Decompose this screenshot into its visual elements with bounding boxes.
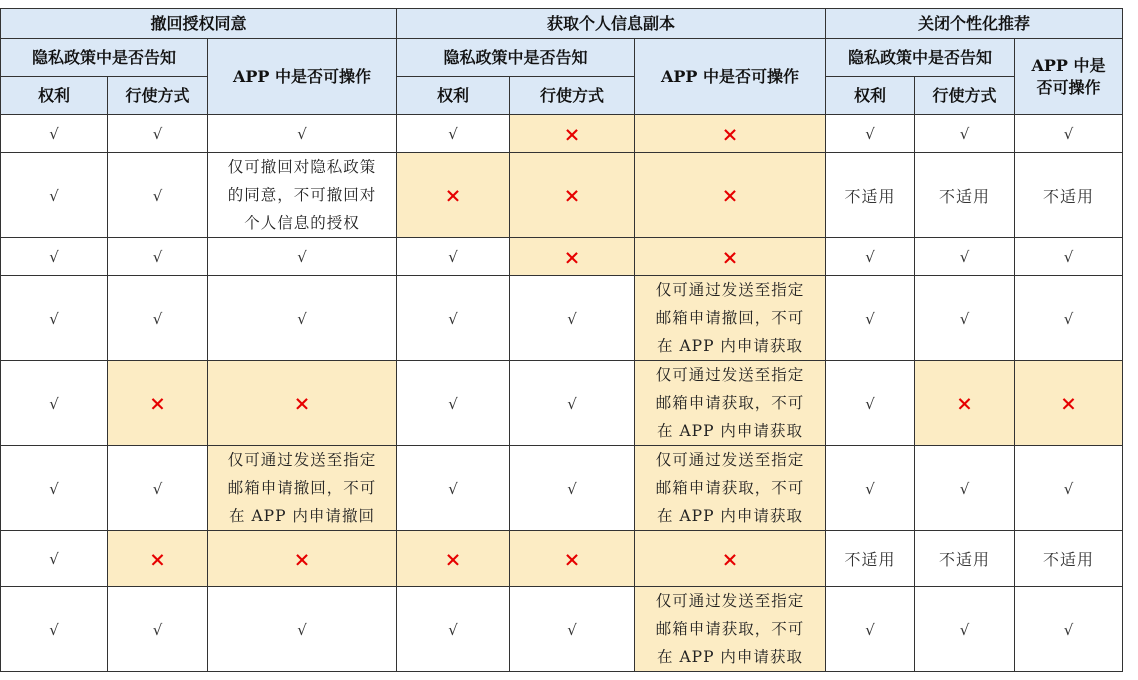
cell-note-line: 邮箱申请获取，不可 — [655, 394, 805, 412]
cell-note — [228, 446, 377, 530]
check-mark: √ — [152, 186, 163, 205]
subheader-app-operable-line2: 否可操作 — [1036, 77, 1101, 97]
table-cell — [208, 446, 397, 531]
cross-mark: × — [563, 121, 581, 146]
check-mark: √ — [567, 479, 577, 498]
table-cell — [915, 446, 1015, 531]
not-applicable-label: 不适用 — [938, 186, 990, 206]
table-cell — [915, 153, 1015, 238]
cross-mark: × — [956, 391, 973, 415]
subheader-app-operable-line1: APP 中是 — [1031, 55, 1106, 75]
not-applicable-label: 不适用 — [1042, 186, 1094, 206]
cross-mark: × — [149, 546, 166, 571]
cross-mark: × — [563, 183, 581, 207]
table-cell — [108, 153, 208, 238]
cell-note-line: 邮箱申请获取，不可 — [655, 620, 805, 638]
cross-mark: × — [721, 183, 739, 207]
table-cell — [397, 361, 510, 446]
not-applicable-label: 不适用 — [1042, 550, 1094, 569]
check-mark: √ — [448, 125, 458, 143]
table-cell — [826, 361, 915, 446]
check-mark: √ — [448, 248, 458, 266]
table-cell — [108, 587, 208, 672]
subheader-privacy-notice: 隐私政策中是否告知 — [826, 39, 1015, 77]
table-row — [0, 531, 1123, 587]
check-mark: √ — [448, 479, 458, 498]
not-applicable-label: 不适用 — [844, 550, 896, 569]
cross-mark: × — [563, 244, 581, 269]
table-cell — [108, 446, 208, 531]
table-cell — [1015, 115, 1123, 153]
table-cell — [510, 587, 635, 672]
table-cell — [208, 276, 397, 361]
group-header-disable-personalization: 关闭个性化推荐 — [826, 9, 1123, 39]
table-cell — [108, 115, 208, 153]
check-mark: √ — [152, 309, 163, 328]
table-cell — [635, 531, 826, 587]
table-cell — [510, 446, 635, 531]
subheader-right: 权利 — [397, 77, 510, 115]
check-mark: √ — [297, 125, 307, 143]
table-cell — [1015, 531, 1123, 587]
table-cell — [915, 115, 1015, 153]
table-cell — [510, 531, 635, 587]
subheader-app-operable: APP 中是否可操作 — [208, 39, 397, 115]
check-mark: √ — [959, 309, 970, 328]
table-cell — [915, 361, 1015, 446]
cell-note-line: 邮箱申请获取，不可 — [655, 479, 805, 497]
cross-mark: × — [444, 546, 462, 571]
check-mark: √ — [448, 394, 458, 413]
cell-note-line: 仅可通过发送至指定 — [655, 451, 805, 469]
subheader-method: 行使方式 — [510, 77, 635, 115]
check-mark: √ — [567, 309, 577, 328]
cell-note-line: 在 APP 内申请获取 — [657, 648, 803, 666]
cell-note-line: 个人信息的授权 — [244, 214, 360, 232]
check-mark: √ — [1063, 309, 1074, 328]
cell-note-line: 仅可撤回对隐私政策 — [227, 158, 377, 176]
table-cell — [915, 531, 1015, 587]
table-cell — [635, 446, 826, 531]
table-cell — [1, 587, 108, 672]
table-cell — [635, 115, 826, 153]
check-mark: √ — [49, 125, 59, 143]
check-mark: √ — [152, 125, 163, 143]
check-mark: √ — [152, 620, 163, 639]
table-cell — [635, 238, 826, 276]
cross-mark: × — [721, 546, 739, 571]
table-row — [0, 446, 1123, 531]
check-mark: √ — [152, 248, 163, 266]
subheader-method: 行使方式 — [108, 77, 208, 115]
cell-note — [656, 446, 805, 530]
check-mark: √ — [959, 125, 970, 143]
cell-note-line: 邮箱申请撤回，不可 — [655, 309, 805, 327]
table-cell — [1, 531, 108, 587]
cell-note — [656, 361, 805, 445]
check-mark: √ — [152, 479, 163, 498]
table-cell — [510, 238, 635, 276]
table-cell — [510, 361, 635, 446]
cell-note-line: 仅可通过发送至指定 — [655, 592, 805, 610]
check-mark: √ — [1063, 248, 1074, 266]
table-cell — [826, 446, 915, 531]
cell-note — [656, 276, 805, 360]
check-mark: √ — [49, 309, 59, 328]
table-header — [0, 9, 1123, 115]
table-cell — [826, 531, 915, 587]
check-mark: √ — [49, 479, 59, 498]
check-mark: √ — [49, 550, 59, 568]
table-cell — [397, 115, 510, 153]
cross-mark: × — [721, 244, 739, 269]
table-cell — [826, 153, 915, 238]
cell-note-line: 在 APP 内申请撤回 — [229, 507, 375, 525]
check-mark: √ — [865, 394, 875, 413]
check-mark: √ — [297, 248, 307, 266]
cross-mark: × — [149, 391, 166, 415]
not-applicable-label: 不适用 — [844, 186, 896, 206]
table-cell — [915, 276, 1015, 361]
subheader-app-operable: APP 中是否可操作 — [635, 39, 826, 115]
check-mark: √ — [959, 620, 970, 639]
cell-note-line: 在 APP 内申请获取 — [657, 422, 803, 440]
table-cell — [826, 587, 915, 672]
table-cell — [108, 361, 208, 446]
table-cell — [826, 276, 915, 361]
cross-mark: × — [563, 546, 581, 571]
table-cell — [510, 153, 635, 238]
group-header-get-copy: 获取个人信息副本 — [397, 9, 826, 39]
check-mark: √ — [297, 620, 307, 639]
table-row — [0, 115, 1123, 153]
cross-mark: × — [721, 121, 739, 146]
table-cell — [208, 531, 397, 587]
check-mark: √ — [865, 248, 875, 266]
table-cell — [108, 531, 208, 587]
table-cell — [397, 276, 510, 361]
table-cell — [108, 276, 208, 361]
check-mark: √ — [959, 248, 970, 266]
table-cell — [1015, 238, 1123, 276]
table-cell — [826, 115, 915, 153]
check-mark: √ — [865, 620, 875, 639]
table-cell — [1, 276, 108, 361]
check-mark: √ — [959, 479, 970, 498]
cross-mark: × — [293, 391, 311, 415]
table-cell — [635, 153, 826, 238]
check-mark: √ — [49, 394, 59, 413]
table-cell — [208, 153, 397, 238]
group-header-withdraw-consent: 撤回授权同意 — [1, 9, 397, 39]
table-cell — [108, 238, 208, 276]
check-mark: √ — [567, 620, 577, 639]
table-cell — [635, 587, 826, 672]
table-row — [0, 153, 1123, 238]
table-body — [0, 115, 1123, 672]
table-cell — [208, 238, 397, 276]
table-cell — [1015, 276, 1123, 361]
table-cell — [826, 238, 915, 276]
table-cell — [1, 446, 108, 531]
comparison-table — [0, 8, 1123, 672]
subheader-method: 行使方式 — [915, 77, 1015, 115]
cross-mark: × — [1060, 391, 1077, 415]
table-cell — [1015, 361, 1123, 446]
subheader-privacy-notice: 隐私政策中是否告知 — [1, 39, 208, 77]
check-mark: √ — [297, 309, 307, 328]
check-mark: √ — [1063, 620, 1074, 639]
table-cell — [397, 446, 510, 531]
check-mark: √ — [1063, 479, 1074, 498]
subheader-privacy-notice: 隐私政策中是否告知 — [397, 39, 635, 77]
table-cell — [635, 276, 826, 361]
check-mark: √ — [49, 620, 59, 639]
table-cell — [1, 361, 108, 446]
check-mark: √ — [448, 309, 458, 328]
table-cell — [1, 115, 108, 153]
table-cell — [208, 587, 397, 672]
cross-mark: × — [444, 183, 462, 207]
check-mark: √ — [865, 479, 875, 498]
table-cell — [397, 531, 510, 587]
check-mark: √ — [49, 186, 59, 205]
cross-mark: × — [293, 546, 311, 571]
table-cell — [510, 276, 635, 361]
cell-note-line: 在 APP 内申请获取 — [657, 507, 803, 525]
check-mark: √ — [49, 248, 59, 266]
table-cell — [1, 238, 108, 276]
cell-note-line: 仅可通过发送至指定 — [227, 451, 377, 469]
not-applicable-label: 不适用 — [938, 550, 990, 569]
table-cell — [397, 238, 510, 276]
table-row — [0, 361, 1123, 446]
table-cell — [510, 115, 635, 153]
table-cell — [397, 587, 510, 672]
check-mark: √ — [1063, 125, 1074, 143]
cell-note — [228, 153, 377, 237]
table-row — [0, 587, 1123, 672]
cell-note-line: 邮箱申请撤回，不可 — [227, 479, 377, 497]
check-mark: √ — [865, 125, 875, 143]
cell-note-line: 仅可通过发送至指定 — [655, 366, 805, 384]
subheader-right: 权利 — [1, 77, 108, 115]
subheader-app-operable — [1015, 39, 1123, 115]
cell-note-line: 在 APP 内申请获取 — [657, 337, 803, 355]
table-row — [0, 276, 1123, 361]
table-cell — [1015, 587, 1123, 672]
table-cell — [915, 238, 1015, 276]
table-cell — [915, 587, 1015, 672]
table-cell — [1015, 153, 1123, 238]
table-row — [0, 238, 1123, 276]
check-mark: √ — [567, 394, 577, 413]
subheader-right: 权利 — [826, 77, 915, 115]
table-cell — [208, 115, 397, 153]
cell-note — [656, 587, 805, 671]
table-cell — [397, 153, 510, 238]
table-cell — [635, 361, 826, 446]
table-cell — [1, 153, 108, 238]
check-mark: √ — [865, 309, 875, 328]
cell-note-line: 仅可通过发送至指定 — [655, 281, 805, 299]
table-cell — [1015, 446, 1123, 531]
cell-note-line: 的同意，不可撤回对 — [227, 186, 377, 204]
table-cell — [208, 361, 397, 446]
check-mark: √ — [448, 620, 458, 639]
